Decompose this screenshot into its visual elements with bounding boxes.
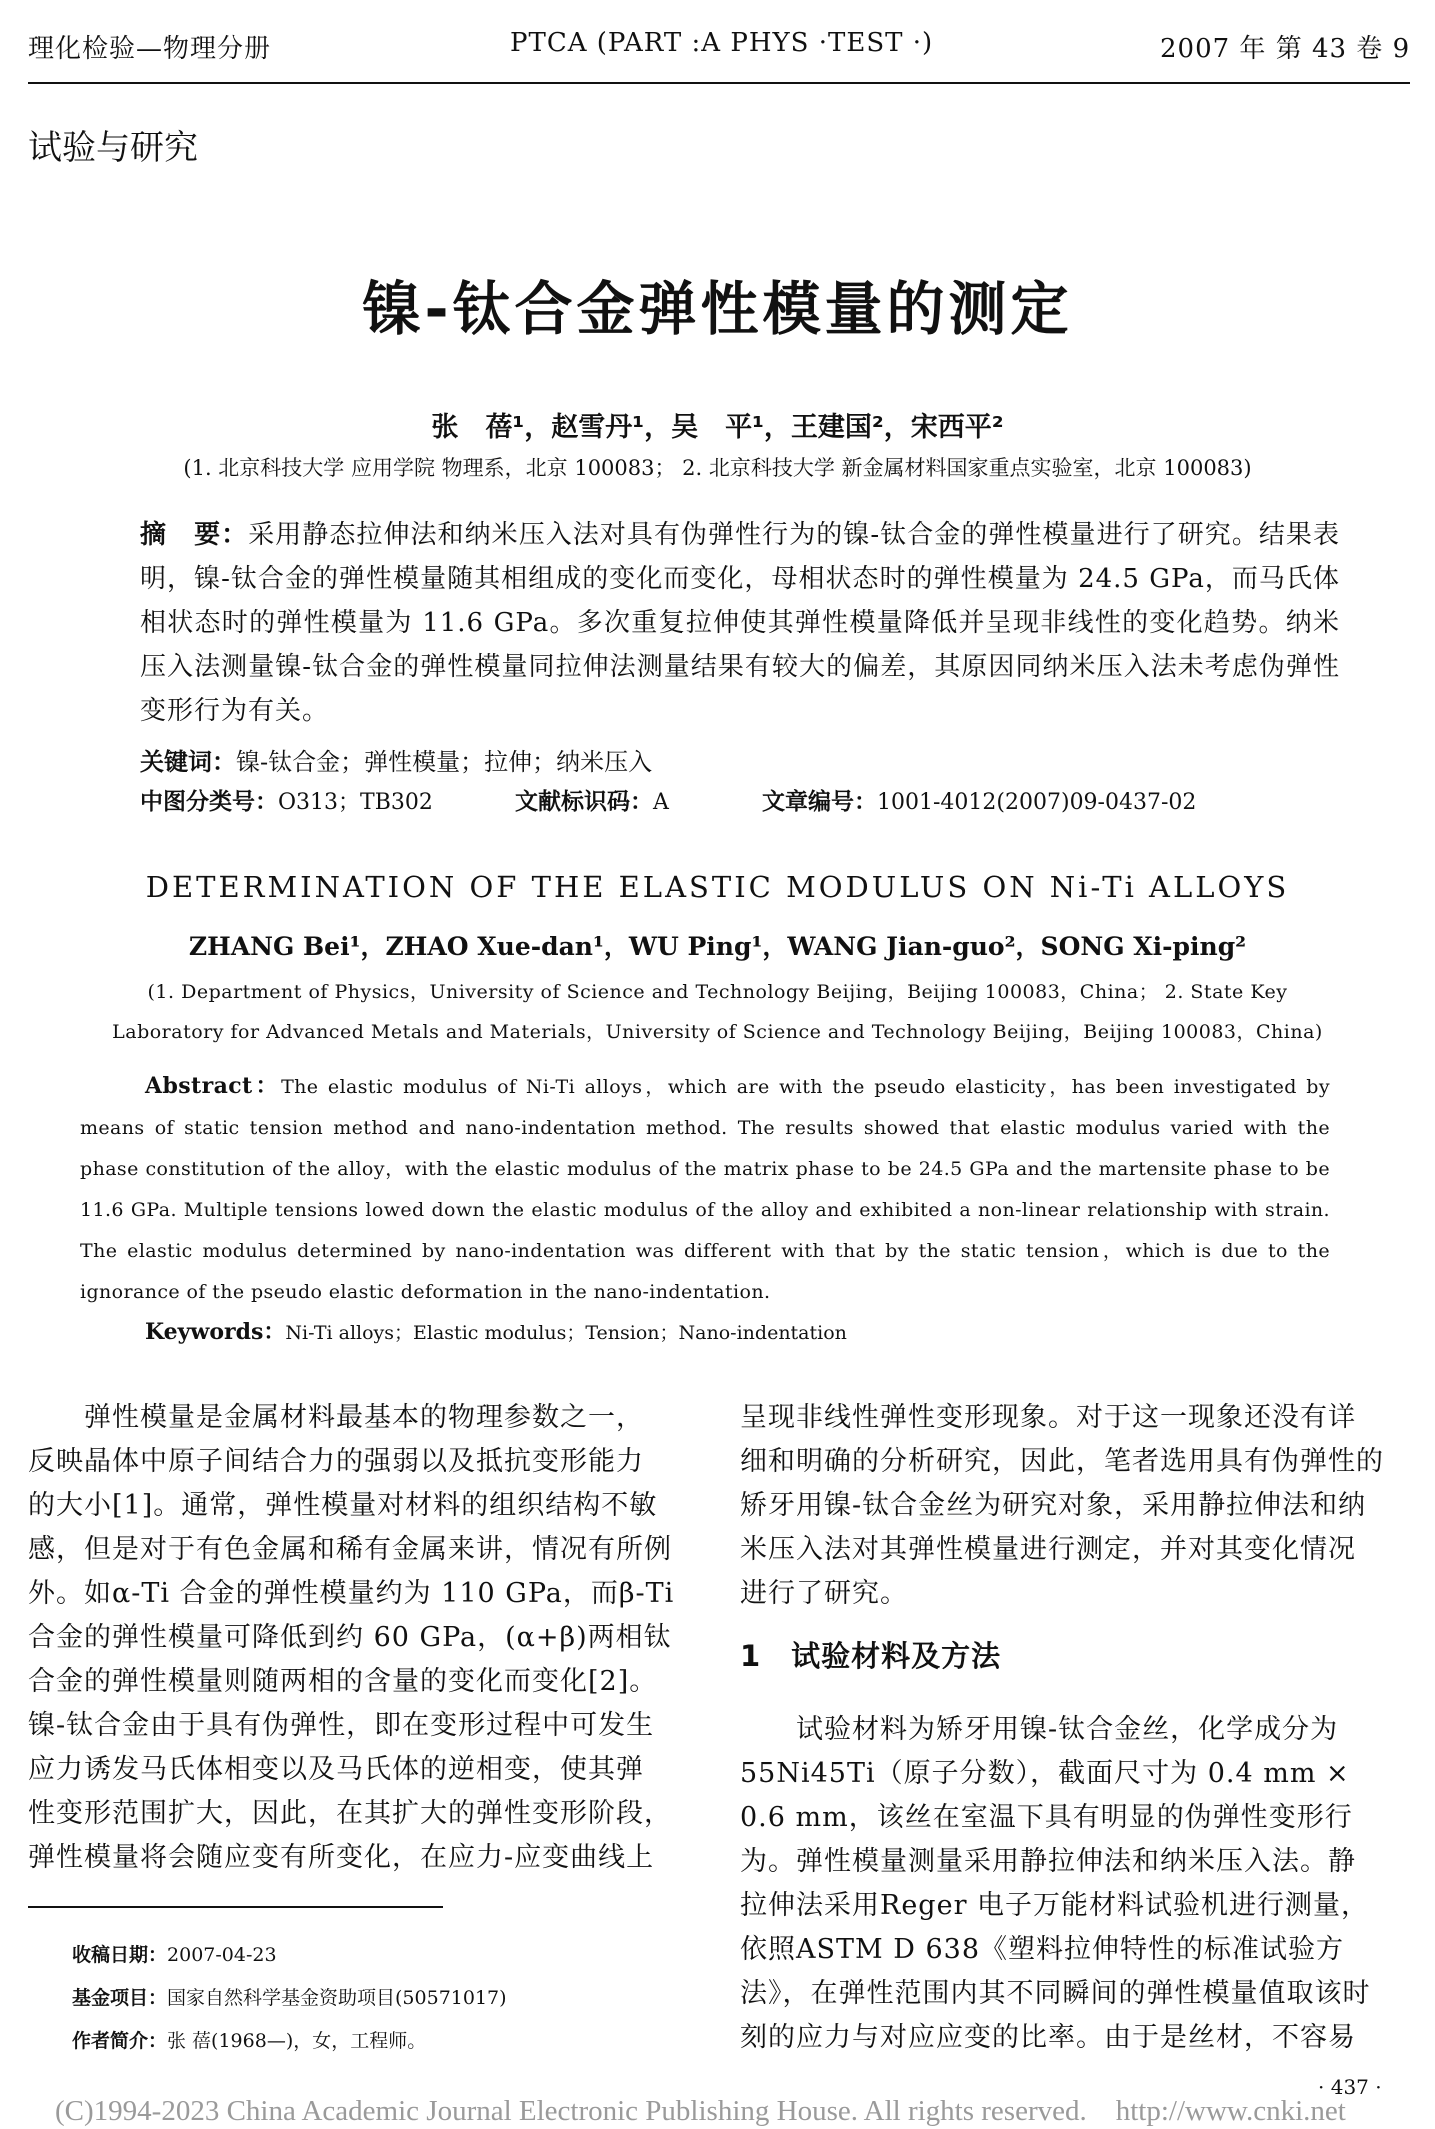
abstract-en <box>80 1066 1330 1313</box>
keywords-en <box>145 1315 847 1346</box>
footnote-author <box>72 2026 426 2053</box>
fund-value: 国家自然科学基金资助项目(50571017) <box>167 1987 507 2009</box>
body-line: 拉伸法采用Reger 电子万能材料试验机进行测量， <box>740 1890 1370 1921</box>
art-value: 1001-4012(2007)09-0437-02 <box>877 790 1197 815</box>
keywords-cn-text: 镍-钛合金；弹性模量；拉伸；纳米压入 <box>236 748 653 776</box>
footnote-fund <box>72 1983 507 2010</box>
doc-code <box>515 783 669 816</box>
header-journal-cn: 理化检验—物理分册 <box>28 34 272 64</box>
title-en: DETERMINATION OF THE ELASTIC MODULUS ON Ni-Ti ALLOYS <box>145 870 1290 904</box>
body-line: 外。如α-Ti 合金的弹性模量约为 110 GPa，而β-Ti <box>28 1578 675 1609</box>
body-line: 为。弹性模量测量采用静拉伸法和纳米压入法。静 <box>740 1846 1356 1877</box>
footnote-rule <box>28 1906 443 1908</box>
fund-label: 基金项目： <box>72 1987 168 2009</box>
body-line: 镍-钛合金由于具有伪弹性，即在变形过程中可发生 <box>28 1710 655 1741</box>
body-line: 合金的弹性模量可降低到约 60 GPa，(α+β)两相钛 <box>28 1622 672 1653</box>
body-line: 弹性模量是金属材料最基本的物理参数之一， <box>28 1402 644 1433</box>
doc-value: A <box>653 790 669 815</box>
header-issue: 2007 年 第 43 卷 9 <box>1160 34 1411 64</box>
abstract-en-text: The elastic modulus of Ni-Ti alloys，which are with the pseudo elasticity，has been investigated by means of static tension method and nano-indentation method. The results showed that elastic modulus varied with the phase constitution of the alloy，with the elastic modulus of the matrix phase to be 24.5 GPa and the martensite phase to be 11.6 GPa. Multiple tensions lowed down the elastic modulus of the alloy and exhibited a non-linear relationship with strain. The elastic modulus determined by nano-indentation was different with that by the static tension，which is due to the ignorance of the pseudo elastic deformation in the nano-indentation. <box>80 1076 1330 1303</box>
section1-heading: 1 试验材料及方法 <box>740 1639 1002 1673</box>
affiliations-cn: (1. 北京科技大学 应用学院 物理系，北京 100083； 2. 北京科技大学 新金属材料国家重点实验室，北京 100083) <box>183 456 1252 480</box>
paper-title: 镍-钛合金弹性模量的测定 <box>362 275 1073 343</box>
clc-value: O313；TB302 <box>278 790 433 815</box>
affiliations-en-line1: (1. Department of Physics，University of Science and Technology Beijing，Beijing 100083，China； 2. State Key <box>147 981 1288 1003</box>
body-line: 矫牙用镍-钛合金丝为研究对象，采用静拉伸法和纳 <box>740 1490 1367 1521</box>
body-line: 的大小[1]。通常，弹性模量对材料的组织结构不敏 <box>28 1490 658 1521</box>
body-line: 刻的应力与对应应变的比率。由于是丝材，不容易 <box>740 2022 1356 2053</box>
keywords-en-label: Keywords： <box>145 1319 286 1345</box>
author-value: 张 蓓(1968—)，女，工程师。 <box>167 2030 427 2052</box>
affiliations-en-line2: Laboratory for Advanced Metals and Materials，University of Science and Technology Beijing，Beijing 100083，China) <box>112 1021 1323 1043</box>
clc-label: 中图分类号： <box>140 789 278 815</box>
body-line: 米压入法对其弹性模量进行测定，并对其变化情况 <box>740 1534 1356 1565</box>
page-number: · 437 · <box>1318 2075 1382 2099</box>
author-label: 作者简介： <box>72 2030 168 2052</box>
abstract-cn-text: 采用静态拉伸法和纳米压入法对具有伪弹性行为的镍-钛合金的弹性模量进行了研究。结果表明，镍-钛合金的弹性模量随其相组成的变化而变化，母相状态时的弹性模量为 24.5 GPa，而马氏体相状态时的弹性模量为 11.6 GPa。多次重复拉伸使其弹性模量降低并呈现非线性的变化趋势。纳米压入法测量镍-钛合金的弹性模量同拉伸法测量结果有较大的偏差，其原因同纳米压入法未考虑伪弹性变形行为有关。 <box>140 520 1340 726</box>
body-line: 合金的弹性模量则随两相的含量的变化而变化[2]。 <box>28 1666 658 1697</box>
art-label: 文章编号： <box>762 789 877 815</box>
body-line: 依照ASTM D 638《塑料拉伸特性的标准试验方 <box>740 1934 1344 1965</box>
body-left-column <box>28 1396 674 1880</box>
abstract-cn <box>140 513 1340 733</box>
authors-en: ZHANG Bei¹，ZHAO Xue-dan¹，WU Ping¹，WANG Jian-guo²，SONG Xi-ping² <box>188 932 1247 961</box>
body-line: 呈现非线性弹性变形现象。对于这一现象还没有详 <box>740 1402 1356 1433</box>
body-line: 55Ni45Ti（原子分数），截面尺寸为 0.4 mm × <box>740 1758 1350 1789</box>
body-line: 试验材料为矫牙用镍-钛合金丝，化学成分为 <box>740 1714 1339 1745</box>
body-line: 细和明确的分析研究，因此，笔者选用具有伪弹性的 <box>740 1446 1384 1477</box>
body-line: 性变形范围扩大，因此，在其扩大的弹性变形阶段， <box>28 1798 672 1829</box>
body-line: 感，但是对于有色金属和稀有金属来讲，情况有所例 <box>28 1534 672 1565</box>
body-line: 0.6 mm，该丝在室温下具有明显的伪弹性变形行 <box>740 1802 1353 1833</box>
authors-cn: 张 蓓¹，赵雪丹¹，吴 平¹，王建国²，宋西平² <box>431 412 1004 443</box>
doc-label: 文献标识码： <box>515 789 653 815</box>
footnote-received <box>72 1940 277 1967</box>
article-number <box>762 783 1196 816</box>
body-line: 进行了研究。 <box>740 1578 908 1609</box>
keywords-en-text: Ni-Ti alloys；Elastic modulus；Tension；Nano-indentation <box>285 1322 847 1344</box>
body-line: 弹性模量将会随应变有所变化，在应力-应变曲线上 <box>28 1842 655 1873</box>
copyright-watermark: (C)1994-2023 China Academic Journal Electronic Publishing House. All rights reserved. http://www.cnki.net <box>55 2095 1346 2127</box>
clc-number <box>140 783 433 816</box>
section-label: 试验与研究 <box>28 128 198 168</box>
keywords-cn <box>140 742 652 777</box>
body-line: 应力诱发马氏体相变以及马氏体的逆相变，使其弹 <box>28 1754 644 1785</box>
received-value: 2007-04-23 <box>167 1944 277 1966</box>
body-line: 反映晶体中原子间结合力的强弱以及抵抗变形能力 <box>28 1446 644 1477</box>
header-journal-en: PTCA (PART :A PHYS ·TEST ·) <box>510 28 934 58</box>
body-right-column <box>740 1396 1384 2060</box>
received-label: 收稿日期： <box>72 1944 168 1966</box>
abstract-en-label: Abstract： <box>145 1073 282 1099</box>
header-rule <box>28 82 1410 84</box>
abstract-cn-label: 摘 要： <box>140 520 249 550</box>
keywords-cn-label: 关键词： <box>140 748 236 776</box>
body-line: 法》，在弹性范围内其不同瞬间的弹性模量值取该时 <box>740 1978 1371 2009</box>
